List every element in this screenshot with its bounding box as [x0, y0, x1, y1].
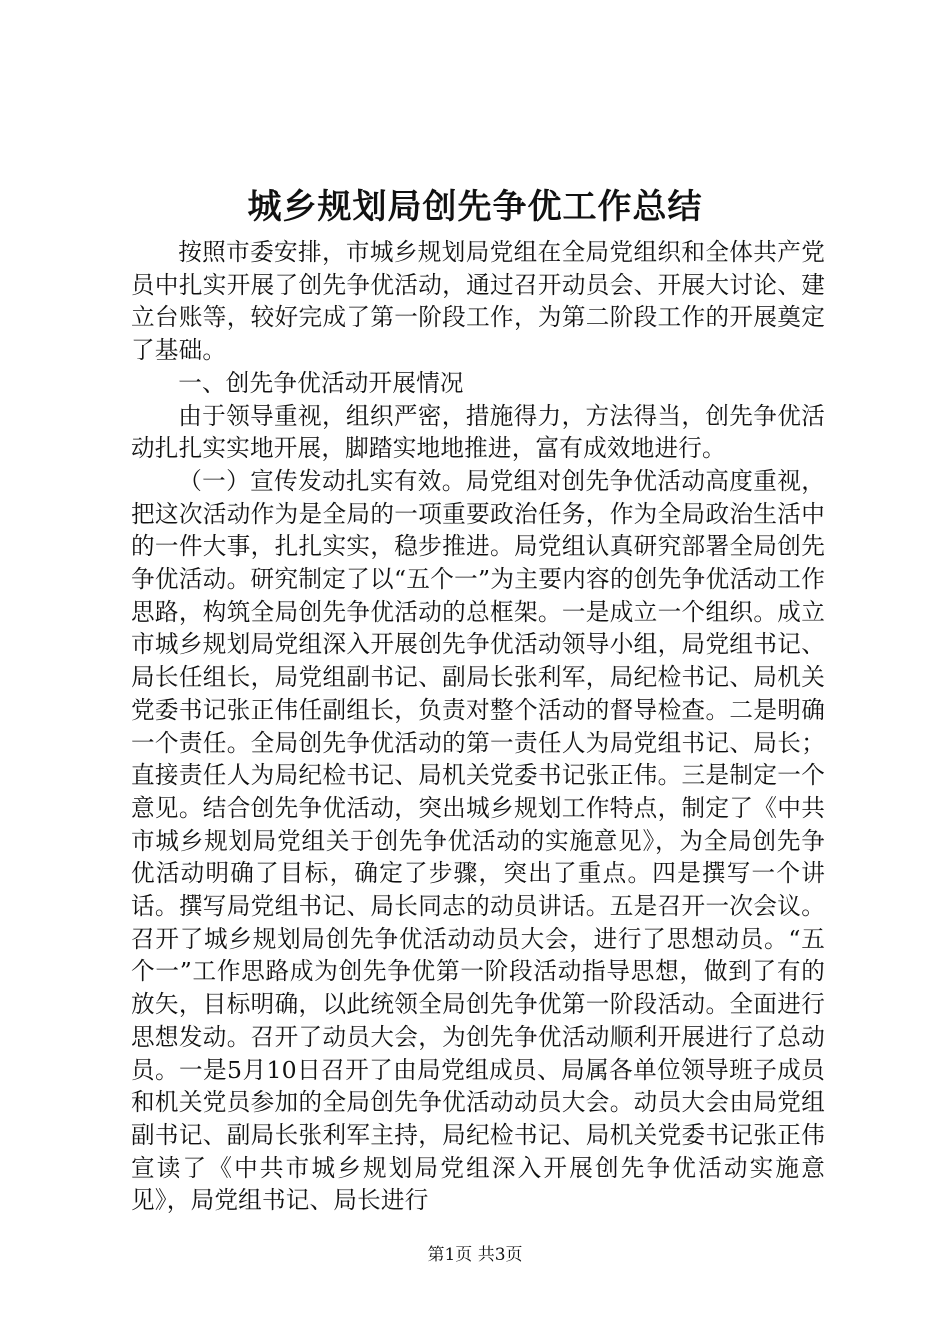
section-heading: 一、创先争优活动开展情况: [178, 368, 464, 397]
publicity-paragraph: （一）宣传发动扎实有效。局党组对创先争优活动高度重视，把这次活动作为是全局的一项重要政治任务，作为全局政治生活中的一件大事，扎扎实实，稳步推进。局党组认真研究部署全局创先争优活动。研究制定了以“五个一”为主要内容的创先争优活动工作思路，构筑全局创先争优活动的总框架。一是成立一个组织。成立市城乡规划局党组深入开展创先争优活动领导小组，局党组书记、局长任组长，局党组副书记、副局长张利军，局纪检书记、局机关党委书记张正伟任副组长，负责对整个活动的督导检查。二是明确一个责任。全局创先争优活动的第一责任人为局党组书记、局长；直接责任人为局纪检书记、局机关党委书记张正伟。三是制定一个意见。结合创先争优活动，突出城乡规划工作特点，制定了《中共市城乡规划局党组关于创先争优活动的实施意见》，为全局创先争优活动明确了目标，确定了步骤，突出了重点。四是撰写一个讲话。撰写局党组书记、局长同志的动员讲话。五是召开一次会议。召开了城乡规划局创先争优活动动员大会，进行了思想动员。“五个一”工作思路成为创先争优第一阶段活动指导思想，做到了有的放矢，目标明确，以此统领全局创先争优第一阶段活动。全面进行思想发动。召开了动员大会，为创先争优活动顺利开展进行了总动员。一是5月10日召开了由局党组成员、局属各单位领导班子成员和机关党员参加的全局创先争优活动动员大会。动员大会由局党组副书记、副局长张利军主持，局纪检书记、局机关党委书记张正伟宣读了《中共市城乡规划局党组深入开展创先争优活动实施意见》，局党组书记、局长进行: [131, 466, 825, 1215]
summary-paragraph: 由于领导重视，组织严密，措施得力，方法得当，创先争优活动扎扎实实地开展，脚踏实地地推进，富有成效地进行。: [131, 401, 825, 463]
page-number: 第1页 共3页: [427, 1245, 523, 1265]
document-title: 城乡规划局创先争优工作总结: [247, 187, 703, 227]
document-body: [131, 236, 825, 1217]
intro-paragraph: 按照市委安排，市城乡规划局党组在全局党组织和全体共产党员中扎实开展了创先争优活动，通过召开动员会、开展大讨论、建立台账等，较好完成了第一阶段工作，为第二阶段工作的开展奠定了基础。: [131, 238, 825, 365]
